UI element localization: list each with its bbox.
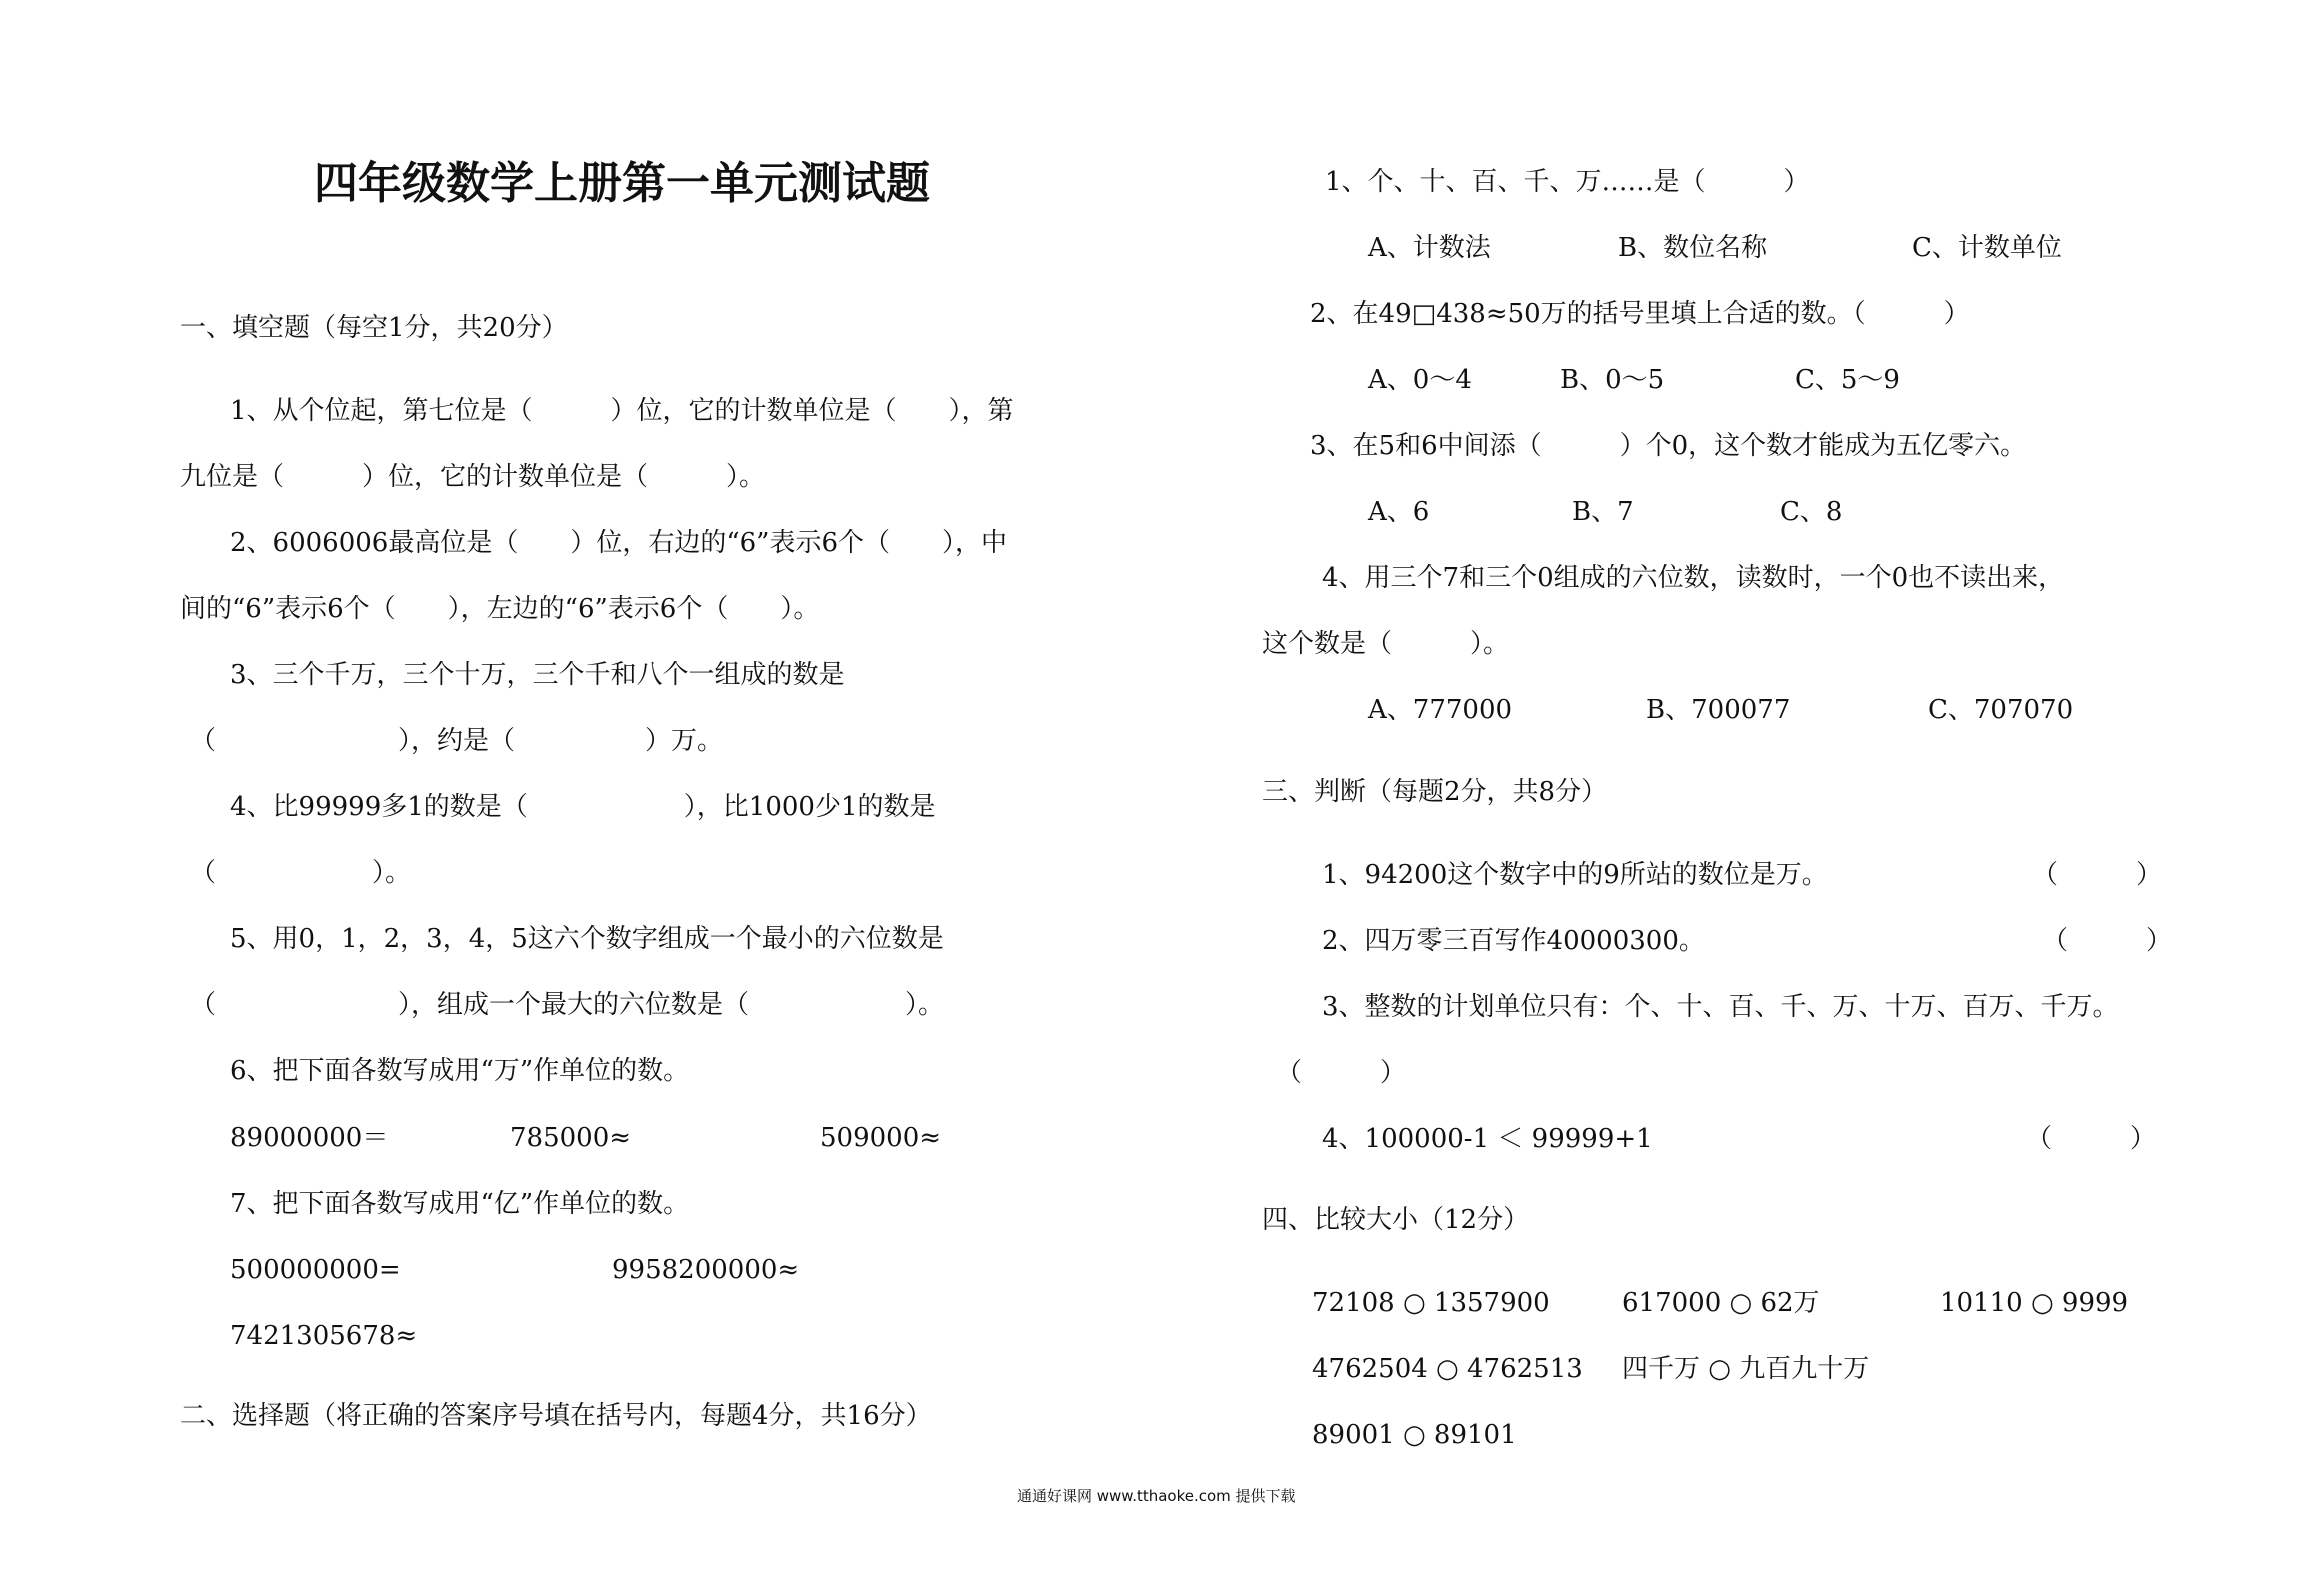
choice-q3-option: B、7 [1572,497,1634,527]
judge-q2-blank: （ ） [2042,926,2173,956]
section1-heading: 一、填空题（每空1分，共20分） [180,313,568,343]
section3-heading: 三、判断（每题2分，共8分） [1262,777,1608,807]
fill-q7-item: 500000000= [230,1255,401,1285]
fill-q5-line1: 5、用0，1，2，3，4，5这六个数字组成一个最小的六位数是 [230,924,944,954]
choice-q2-option: A、0～4 [1368,365,1472,395]
fill-q6-item: 89000000＝ [230,1123,389,1153]
judge-q1-blank: （ ） [2032,860,2163,890]
choice-q1-option: C、计数单位 [1912,233,2062,263]
fill-q2-line2: 间的“6”表示6个（ ），左边的“6”表示6个（ ）。 [180,594,820,624]
fill-q7-item: 7421305678≈ [230,1321,418,1351]
page-title: 四年级数学上册第一单元测试题 [314,158,930,209]
fill-q6: 6、把下面各数写成用“万”作单位的数。 [230,1056,690,1086]
choice-q3-option: C、8 [1780,497,1843,527]
compare-item: 89001 ○ 89101 [1312,1420,1517,1450]
compare-item: 4762504 ○ 4762513 [1312,1354,1583,1384]
judge-q2: 2、四万零三百写作40000300。 [1322,926,1705,956]
choice-q2-option: B、0～5 [1560,365,1665,395]
compare-item: 四千万 ○ 九百九十万 [1622,1354,1870,1384]
fill-q4-line2: （ ）。 [190,858,412,888]
compare-item: 10110 ○ 9999 [1940,1288,2129,1318]
choice-q3-option: A、6 [1368,497,1430,527]
compare-item: 617000 ○ 62万 [1622,1288,1820,1318]
choice-q4-option: C、707070 [1928,695,2074,725]
section2-heading: 二、选择题（将正确的答案序号填在括号内，每题4分，共16分） [180,1401,932,1431]
fill-q5-line2: （ ），组成一个最大的六位数是（ ）。 [190,990,945,1020]
judge-q1: 1、94200这个数字中的9所站的数位是万。 [1322,860,1828,890]
fill-q4-line1: 4、比99999多1的数是（ ），比1000少1的数是 [230,792,936,822]
fill-q7-item: 9958200000≈ [612,1255,800,1285]
choice-q4-line1: 4、用三个7和三个0组成的六位数，读数时，一个0也不读出来， [1322,563,2065,593]
choice-q3: 3、在5和6中间添（ ）个0，这个数才能成为五亿零六。 [1310,431,2027,461]
choice-q1-option: B、数位名称 [1618,233,1768,263]
choice-q4-line2: 这个数是（ ）。 [1262,629,1510,659]
choice-q2-option: C、5～9 [1795,365,1900,395]
fill-q3-line1: 3、三个千万，三个十万，三个千和八个一组成的数是 [230,660,845,690]
fill-q1-line1: 1、从个位起，第七位是（ ）位，它的计数单位是（ ），第 [230,396,1014,426]
fill-q6-item: 785000≈ [510,1123,632,1153]
choice-q4-option: A、777000 [1368,695,1513,725]
judge-q4-blank: （ ） [2026,1124,2157,1154]
choice-q1-option: A、计数法 [1368,233,1491,263]
judge-q4: 4、100000-1 ＜ 99999+1 [1322,1124,1653,1154]
choice-q2: 2、在49□438≈50万的括号里填上合适的数。（ ） [1310,299,1970,329]
fill-q1-line2: 九位是（ ）位，它的计数单位是（ ）。 [180,462,766,492]
section4-heading: 四、比较大小（12分） [1262,1205,1530,1235]
choice-q4-option: B、700077 [1646,695,1791,725]
fill-q6-item: 509000≈ [820,1123,942,1153]
fill-q7: 7、把下面各数写成用“亿”作单位的数。 [230,1189,690,1219]
compare-item: 72108 ○ 1357900 [1312,1288,1550,1318]
fill-q3-line2: （ ），约是（ ）万。 [190,726,724,756]
footer-credit: 通通好课网 www.tthaoke.com 提供下载 [1017,1487,1296,1505]
choice-q1: 1、个、十、百、千、万……是（ ） [1325,167,1810,197]
judge-q3: 3、整数的计划单位只有：个、十、百、千、万、十万、百万、千万。 [1322,992,2119,1022]
fill-q2-line1: 2、6006006最高位是（ ）位，右边的“6”表示6个（ ），中 [230,528,1008,558]
judge-q3-blank: （ ） [1276,1058,1407,1088]
